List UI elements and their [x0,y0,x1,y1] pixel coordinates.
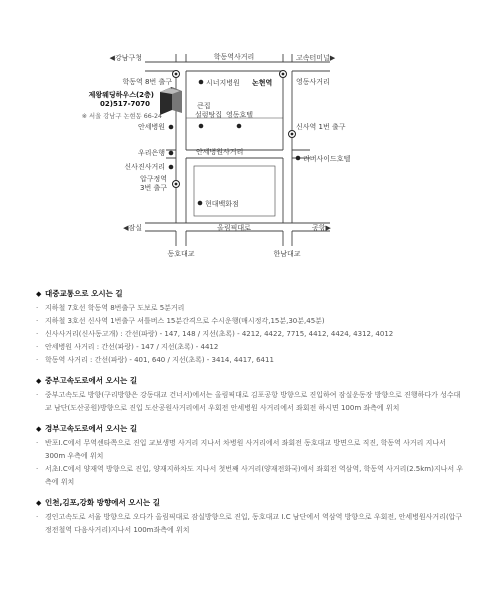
list-item: · 중부고속도로 방향(구리방향은 강동대교 건너서)에서는 올림픽대로 김포공항 방향으로 진입하여 잠실운동장 방향으로 진행하다가 성수대교 남단(도산공원)방향으로 진입 도산공원사거리에서 우회전 안세병원 사거리에서 좌회전 하시면 100m 좌측에 위치 [36,391,461,412]
landmark-dot [169,165,174,170]
building-icon [160,87,182,115]
street-mid: 안세병원사거리 [196,148,244,156]
section-public-transport [36,288,466,367]
diamond-bullet-icon: ◆ [36,290,42,298]
station-marker-nonhyeon [280,71,287,78]
diamond-bullet-icon: ◆ [36,499,42,507]
block-outline [194,166,275,216]
station-marker-sinsa [289,131,296,138]
landmark-hyundai-store: 현대백화점 [205,200,239,208]
station-hakdong-label: 학동역 8번 출구 [122,78,172,86]
venue-address: ※ 서울 강남구 논현동 66-24 [81,113,162,120]
list-item: · 경인고속도로 서울 방향으로 오다가 올림픽대로 잠실방향으로 진입, 동호대교 I.C 남단에서 역삼역 방향으로 우회전, 안세병원사거리(압구정전철역 다음사거리)지나서 100m좌측에 위치 [36,513,463,534]
station-marker-apgujeong [173,181,180,188]
list-item: · 안세병원 사거리 : 간선(파랑) - 147 / 지선(초록) - 4412 [36,343,219,351]
landmark-dot [237,124,242,129]
dir-top-left: ◀강남구청 [109,54,142,62]
landmark-dot [198,201,203,206]
landmark-dot [169,151,174,156]
landmark-nonhyeon: 논현역 [252,79,273,87]
landmark-woori-bank: 우리은행 [137,149,165,157]
venue-name: 제왕웨딩하우스(2층) [88,91,154,99]
location-map [0,0,480,272]
list-item: · 지하철 7호선 학동역 8번출구 도보로 5분거리 [36,304,185,312]
landmark-seolleong: 설렁탕집 [195,111,223,119]
list-item: · 반포I.C에서 무역센타쪽으로 진입 교보생명 사거리 지나서 차병원 사거리에서 좌회전 동호대교 방면으로 직진, 학동역 사거리 지나서 300m 우측에 위치 [36,439,446,460]
landmark-dot [296,156,301,161]
station-apgujeong-label-1: 압구정역 [139,175,167,183]
station-sinsa-label: 신사역 1번 출구 [296,123,346,131]
section-title: ◆ 인천,김포,강화 방향에서 오시는 길 [36,498,160,507]
landmark-kunjip: 큰집 [197,102,211,110]
list-item: · 지하철 3호선 신사역 1번출구 셔틀버스 15분간격으로 수시운행(매시정각,15분,30분,45분) [36,317,325,325]
landmark-dot [199,80,204,85]
dir-bottom-left: ◀잠실 [123,224,142,232]
street-right-bottom: 한남대교 [273,250,301,258]
section-incheon-gimpo [36,497,466,537]
venue-phone: 02)517-7070 [100,100,150,108]
section-title: ◆ 경부고속도로에서 오시는 길 [36,424,138,433]
landmark-riverside-hotel: 리버사이드호텔 [303,155,351,163]
section-title: ◆ 대중교통으로 오시는 길 [36,289,123,298]
list-item: · 서초I.C에서 양재역 방향으로 진입, 양재지하차도 지나서 첫번째 사거리(양재전화국)에서 좌회전 역삼역, 학동역 사거리(2.5km)지나서 우측에 위치 [36,465,464,486]
section-jungbu-expressway [36,375,466,415]
section-title: ◆ 중부고속도로에서 오시는 길 [36,376,138,385]
diamond-bullet-icon: ◆ [36,425,42,433]
landmark-yeongdong-intersection: 영동사거리 [296,78,330,86]
section-gyeongbu-expressway [36,423,466,489]
landmark-sinsa-intersection: 신사진사거리 [124,163,165,171]
street-left-bottom: 동호대교 [167,250,195,258]
street-bottom: 올림픽대로 [217,224,251,232]
landmark-anse-hospital: 안세병원 [137,123,165,131]
directions-panel [36,288,466,545]
landmark-seoul-hospital: 시너지병원 [206,79,240,87]
list-item: · 신사사거리(신사동고개) : 간선(파랑) - 147, 148 / 지선(초록) - 4212, 4422, 7715, 4412, 4424, 4312, 4012 [36,330,394,338]
station-marker-hakdong [173,71,180,78]
landmark-dot [199,124,204,129]
dir-top-right: 고속터미널▶ [296,54,336,62]
landmark-dot [169,125,174,130]
station-apgujeong-label-2: 3번 출구 [140,184,167,192]
street-top: 학동역사거리 [213,53,255,61]
landmark-yeongdong-hotel: 영동호텔 [226,111,254,119]
dir-bottom-right: 공항▶ [312,224,331,232]
list-item: · 학동역 사거리 : 간선(파랑) - 401, 640 / 지선(초록) - 3414, 4417, 6411 [36,356,274,364]
diamond-bullet-icon: ◆ [36,377,42,385]
